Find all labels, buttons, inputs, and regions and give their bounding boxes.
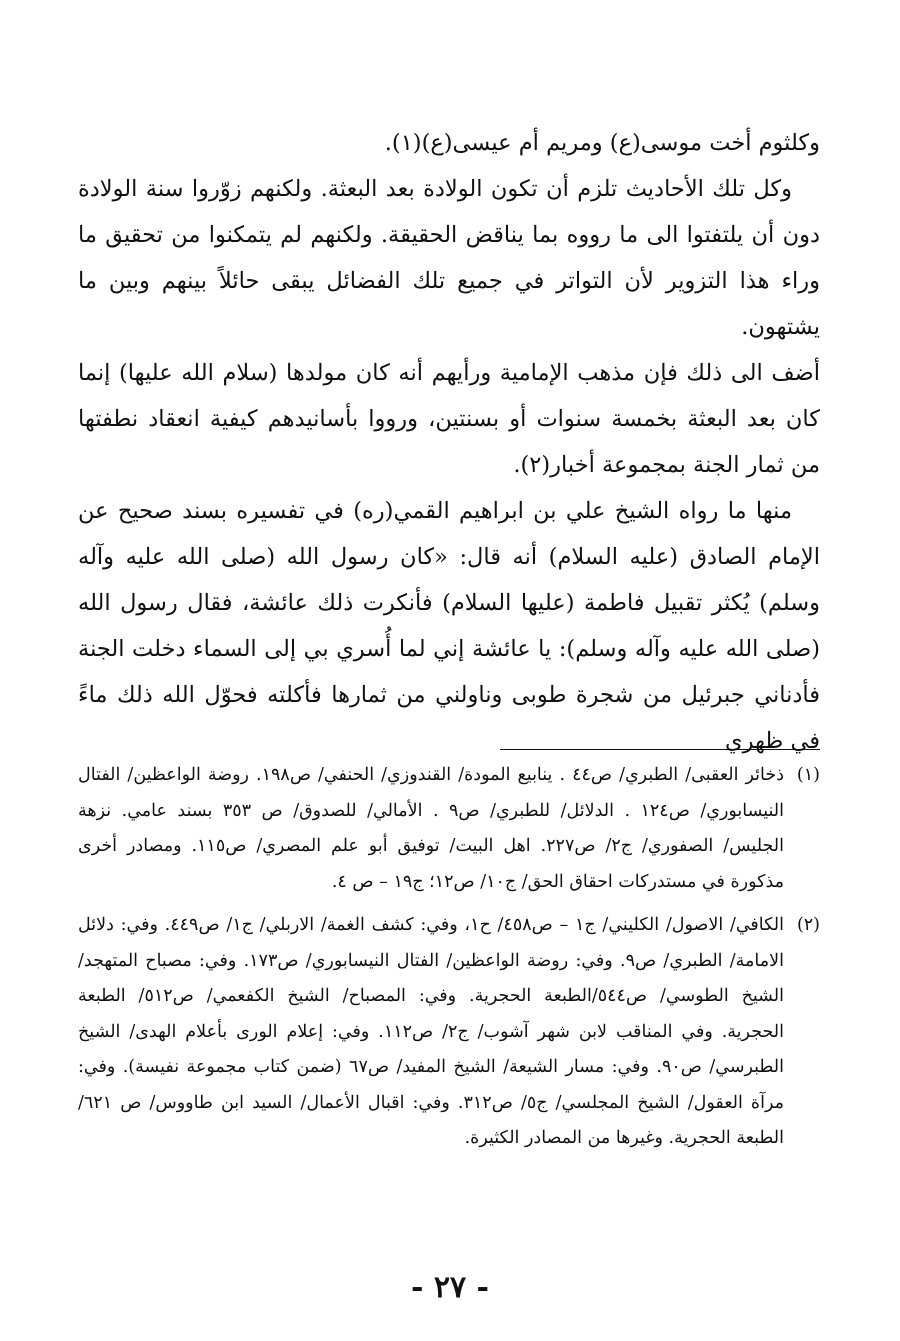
page-number: - ٢٧ - (410, 1270, 490, 1305)
footnote-separator (500, 749, 820, 750)
footnote-2 (78, 908, 820, 1157)
footnote-marker: (١) (796, 765, 820, 785)
footnote-1 (78, 758, 820, 900)
paragraph: منها ما رواه الشيخ علي بن ابراهيم القمي(ره) في تفسيره بسند صحيح عن الإمام الصادق (عليه السلام) أنه قال: «كان رسول الله (صلى الله عليه وآله وسلم) يُكثر تقبيل فاطمة (عليها السلام) فأنكرت ذلك عائشة، فقال رسول الله (صلى الله عليه وآله وسلم): يا عائشة إني لما أُسري بي إلى السماء دخلت الجنة فأدناني جبرئيل من شجرة طوبى وناولني من ثمارها فأكلته فحوّل الله ذلك ماءً في ظهري (78, 498, 820, 754)
footnote-text: الكافي/ الاصول/ الكليني/ ج١ – ص٤٥٨/ ح١، وفي: كشف الغمة/ الاربلي/ ج١/ ص٤٤٩. وفي: دلائل الامامة/ الطبري/ ص٩. وفي: روضة الواعظين/ الفتال النيسابوري/ ص١٧٣. وفي: مصباح المتهجد/ الشيخ الطوسي/ ص٥٤٤/الطبعة الحجرية. وفي: المصباح/ الشيخ الكفعمي/ ص٥١٢/ الطبعة الحجرية. وفي المناقب لابن شهر آشوب/ ج٢/ ص١١٢. وفي: إعلام الورى بأعلام الهدى/ الشيخ الطبرسي/ ص٩٠. وفي: مسار الشيعة/ الشيخ المفيد/ ص٦٧ (ضمن كتاب مجموعة نفيسة). وفي: مرآة العقول/ الشيخ المجلسي/ ج٥/ ص٣١٢. وفي: اقبال الأعمال/ السيد ابن طاووس/ ص ٦٢١/ الطبعة الحجرية. وغيرها من المصادر الكثيرة. (78, 915, 784, 1148)
paragraph: وكلثوم أخت موسى(ع) ومريم أم عيسى(ع)(١). (384, 130, 820, 156)
footnotes (78, 758, 820, 1165)
footnote-text: ذخائر العقبى/ الطبري/ ص٤٤ . ينابيع المودة/ القندوزي/ الحنفي/ ص١٩٨. روضة الواعظين/ الفتال النيسابوري/ ص١٢٤ . الدلائل/ للطبري/ ص٩ . الأمالي/ للصدوق/ ص ٣٥٣ بسند عامي. نزهة الجليس/ الصفوري/ ج٢/ ص٢٢٧. اهل البيت/ توفيق أبو علم المصري/ ص١١٥. ومصادر أخرى مذكورة في مستدركات احقاق الحق/ ج١٠/ ص١٢؛ ج١٩ – ص ٤. (78, 765, 785, 892)
paragraph: أضف الى ذلك فإن مذهب الإمامية ورأيهم أنه كان مولدها (سلام الله عليها) إنما كان بعد البعثة بخمسة سنوات أو بسنتين، ورووا بأسانيدهم كيفية انعقاد نطفتها من ثمار الجنة بمجموعة أخبار(٢). (78, 360, 820, 478)
main-text (78, 120, 820, 764)
paragraph: وكل تلك الأحاديث تلزم أن تكون الولادة بعد البعثة. ولكنهم زوّروا سنة الولادة دون أن يلتفتوا الى ما رووه بما يناقض الحقيقة. ولكنهم لم يتمكنوا من تحقيق ما وراء هذا التزوير لأن التواتر في جميع تلك الفضائل يبقى حائلاً بينهم وبين ما يشتهون. (78, 176, 821, 340)
footnote-marker: (٢) (796, 915, 820, 935)
